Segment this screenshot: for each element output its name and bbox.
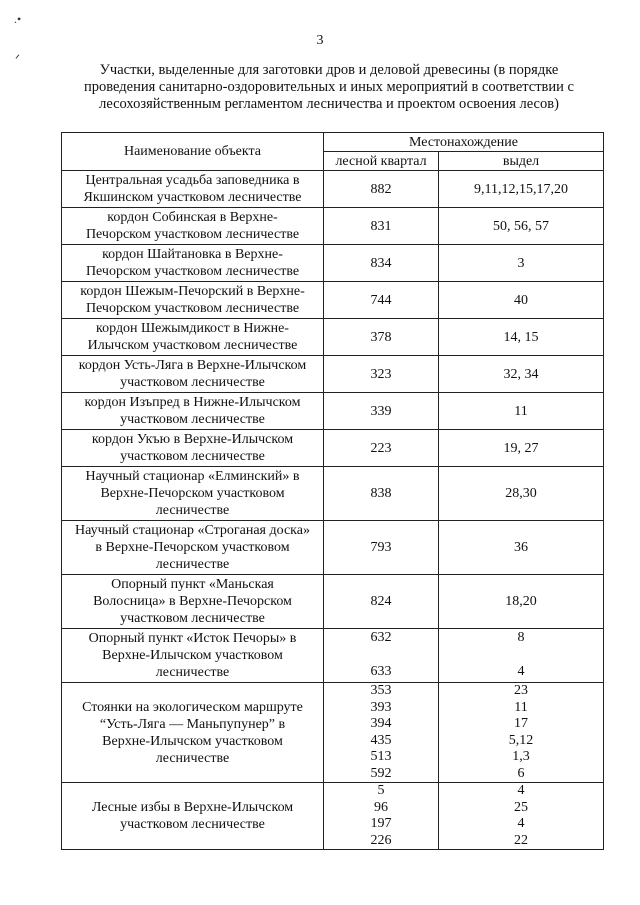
object-name-cell	[62, 467, 324, 521]
vydel-cell	[439, 683, 604, 783]
object-name-cell	[62, 575, 324, 629]
object-name-cell	[62, 393, 324, 430]
document-title	[64, 62, 594, 113]
quarter-value: 435	[370, 732, 392, 748]
object-name-cell	[62, 430, 324, 467]
object-name-line: участковом лесничестве	[120, 817, 265, 832]
object-name-line: кордон Шежымдикост в Нижне-	[96, 321, 289, 336]
title-line: лесохозяйственным регламентом лесничества и проектом освоения лесов)	[99, 96, 559, 112]
table-row	[62, 521, 604, 575]
vydel-value: 4	[517, 816, 525, 831]
table-row	[62, 282, 604, 319]
margin-mark-left: ᐟ	[15, 52, 21, 66]
quarter-value: 353	[370, 683, 392, 698]
object-name-cell	[62, 319, 324, 356]
object-name-cell	[62, 356, 324, 393]
vydel-cell: 19, 27	[439, 430, 604, 467]
table-row	[62, 683, 604, 783]
quarter-value: 632	[370, 630, 392, 645]
quarter-value: 513	[370, 749, 392, 764]
object-name-line: Верхне-Илычском участковом	[102, 648, 283, 663]
vydel-cell: 18,20	[439, 575, 604, 629]
header-quarter: лесной квартал	[324, 152, 439, 171]
object-name-line: лесничестве	[155, 665, 230, 680]
quarter-value: 226	[370, 832, 392, 848]
object-name-line: Центральная усадьба заповедника в	[85, 173, 300, 188]
quarter-cell: 378	[324, 319, 439, 356]
table-row	[62, 393, 604, 430]
vydel-value: 8	[517, 630, 525, 645]
object-name-line: кордон Собинская в Верхне-	[107, 210, 278, 225]
vydel-value: 25	[514, 799, 528, 815]
object-name-cell	[62, 208, 324, 245]
object-name-line: кордон Шежым-Печорский в Верхне-	[80, 284, 305, 299]
quarter-cell	[324, 683, 439, 783]
header-object-name: Наименование объекта	[62, 133, 324, 171]
table-row	[62, 629, 604, 683]
quarter-value: 197	[370, 816, 392, 831]
object-name-line: лесничестве	[155, 557, 230, 572]
plots-table	[61, 132, 604, 850]
quarter-cell: 824	[324, 575, 439, 629]
quarter-value: 96	[374, 799, 388, 815]
header-location: Местонахождение	[324, 133, 604, 152]
object-name-cell	[62, 521, 324, 575]
object-name-line: участковом лесничестве	[120, 412, 265, 427]
vydel-value: 1,3	[512, 749, 530, 764]
object-name-cell	[62, 282, 324, 319]
quarter-cell: 223	[324, 430, 439, 467]
title-line: Участки, выделенные для заготовки дров и деловой древесины (в порядке	[99, 62, 559, 78]
quarter-cell: 339	[324, 393, 439, 430]
quarter-cell: 744	[324, 282, 439, 319]
vydel-cell	[439, 629, 604, 683]
quarter-value: 393	[370, 699, 392, 715]
vydel-value: 4	[517, 664, 525, 679]
object-name-line: Илычском участковом лесничестве	[87, 338, 298, 353]
object-name-line: участковом лесничестве	[120, 449, 265, 464]
table-row	[62, 467, 604, 521]
vydel-cell: 9,11,12,15,17,20	[439, 171, 604, 208]
object-name-line: “Усть-Ляга — Маньпупунер” в	[99, 716, 286, 732]
margin-mark-top: .•	[14, 12, 22, 26]
object-name-line: в Верхне-Печорском участковом	[95, 540, 290, 555]
quarter-cell	[324, 783, 439, 850]
vydel-cell: 14, 15	[439, 319, 604, 356]
object-name-line: кордон Усть-Ляга в Верхне-Илычском	[78, 358, 307, 373]
quarter-cell: 838	[324, 467, 439, 521]
quarter-cell: 323	[324, 356, 439, 393]
object-name-line: Верхне-Печорском участковом	[100, 486, 285, 501]
object-name-cell	[62, 683, 324, 783]
quarter-cell: 882	[324, 171, 439, 208]
vydel-cell: 3	[439, 245, 604, 282]
object-name-cell	[62, 783, 324, 850]
object-name-line: Стоянки на экологическом маршруте	[82, 699, 303, 715]
object-name-line: Опорный пункт «Маньская	[111, 577, 274, 592]
object-name-line: Печорском участковом лесничестве	[85, 301, 300, 316]
header-vydel: выдел	[439, 152, 604, 171]
object-name-line: лесничестве	[155, 503, 230, 518]
object-name-cell	[62, 245, 324, 282]
object-name-line: Лесные избы в Верхне-Илычском	[91, 800, 294, 815]
table-row	[62, 356, 604, 393]
title-line: проведения санитарно-оздоровительных и иных мероприятий в соответствии с	[84, 79, 574, 95]
quarter-cell: 834	[324, 245, 439, 282]
vydel-cell: 28,30	[439, 467, 604, 521]
table-row	[62, 575, 604, 629]
object-name-line: Опорный пункт «Исток Печоры» в	[88, 631, 297, 646]
quarter-cell: 793	[324, 521, 439, 575]
table-row	[62, 171, 604, 208]
quarter-cell	[324, 629, 439, 683]
object-name-line: кордон Укъю в Верхне-Илычском	[91, 432, 294, 447]
page-number: 3	[316, 33, 324, 48]
vydel-cell: 11	[439, 393, 604, 430]
table-row	[62, 319, 604, 356]
object-name-line: лесничестве	[155, 750, 230, 766]
object-name-line: Научный стационар «Строганая доска»	[75, 523, 310, 538]
table-row	[62, 245, 604, 282]
vydel-cell: 36	[439, 521, 604, 575]
quarter-value: 633	[370, 664, 392, 679]
object-name-line: Волосница» в Верхне-Печорском	[93, 594, 292, 609]
vydel-value: 22	[514, 832, 528, 848]
vydel-value: 23	[514, 683, 528, 698]
object-name-line: Печорском участковом лесничестве	[85, 227, 300, 242]
quarter-cell: 831	[324, 208, 439, 245]
object-name-cell	[62, 171, 324, 208]
vydel-cell: 50, 56, 57	[439, 208, 604, 245]
quarter-value: 394	[370, 716, 392, 731]
object-name-line: кордон Шайтановка в Верхне-	[102, 247, 283, 262]
object-name-cell	[62, 629, 324, 683]
vydel-cell: 32, 34	[439, 356, 604, 393]
object-name-line: Печорском участковом лесничестве	[85, 264, 300, 279]
vydel-cell	[439, 783, 604, 850]
vydel-cell: 40	[439, 282, 604, 319]
vydel-value: 11	[514, 699, 528, 715]
object-name-line: кордон Изъпред в Нижне-Илычском	[84, 395, 301, 410]
vydel-value: 17	[514, 716, 528, 731]
table-row	[62, 783, 604, 850]
quarter-value: 592	[370, 765, 392, 781]
table-body	[62, 171, 604, 850]
vydel-value: 4	[517, 783, 525, 798]
object-name-line: Научный стационар «Елминский» в	[85, 469, 300, 484]
table-row	[62, 208, 604, 245]
table-row	[62, 430, 604, 467]
vydel-value: 5,12	[508, 732, 534, 748]
object-name-line: Якшинском участковом лесничестве	[83, 190, 302, 205]
object-name-line: участковом лесничестве	[120, 611, 265, 626]
vydel-value: 6	[517, 765, 525, 781]
quarter-value: 5	[377, 783, 385, 798]
object-name-line: участковом лесничестве	[120, 375, 265, 390]
object-name-line: Верхне-Илычском участковом	[102, 733, 283, 749]
